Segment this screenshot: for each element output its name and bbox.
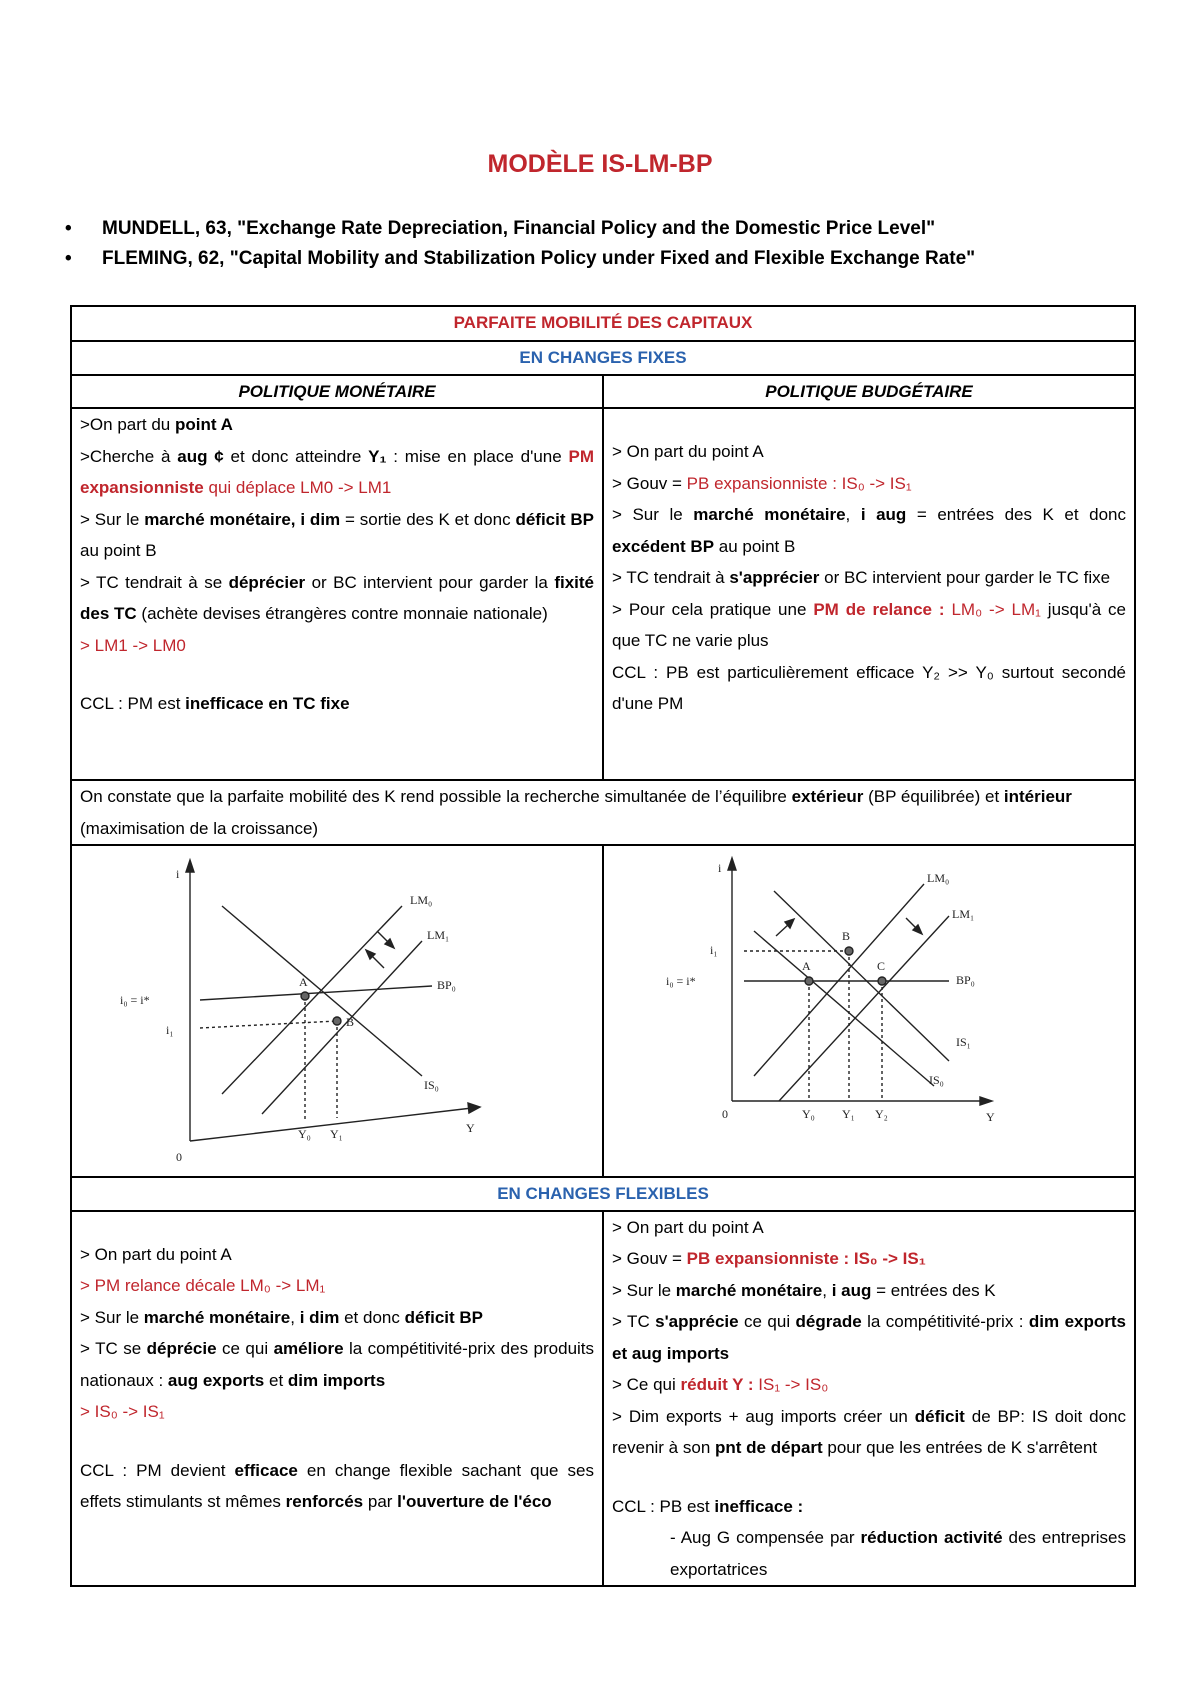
output-label: Y₀ (298, 1127, 311, 1141)
reference-list (62, 214, 1162, 274)
curve-label: IS₁ (956, 1035, 971, 1049)
conclusion-statement: On constate que la parfaite mobilité des K rend possible la recherche simultanée de l’équilibre extérieur (BP équilibrée) et intérieur (maximisation de la croissance) (71, 780, 1135, 845)
text-line: >Cherche à aug ¢ et donc atteindre Y₁ : mise en place d'une PM expansionniste qui déplace LM0 -> LM1 (80, 446, 594, 497)
reference-text: MUNDELL, 63, "Exchange Rate Depreciation, Financial Policy and the Domestic Price Level" (102, 218, 936, 239)
axis-label: Y (466, 1121, 475, 1135)
spacer (80, 1428, 594, 1455)
axis-label: Y (986, 1110, 995, 1124)
curve-label: LM₁ (427, 928, 450, 942)
curve-label: BP₀ (437, 978, 456, 992)
axis-label: i (718, 861, 722, 875)
text-line: > Gouv = PB expansionniste : IS₀ -> IS₁ (612, 473, 912, 493)
curve-label: BP₀ (956, 973, 975, 987)
conclusion: CCL : PM est inefficace en TC fixe (80, 694, 350, 713)
is0-curve (754, 931, 934, 1086)
text-line: > TC s'apprécie ce qui dégrade la compétitivité-prix : dim exports et aug imports (612, 1312, 1126, 1363)
text-line: > PM relance décale LM₀ -> LM₁ (80, 1276, 326, 1295)
equilibrium-point-b (333, 1017, 341, 1025)
budget-policy-header: POLITIQUE BUDGÉTAIRE (603, 375, 1135, 409)
equilibrium-point-a (805, 977, 813, 985)
page-title: MODÈLE IS-LM-BP (487, 150, 713, 178)
spacer (612, 409, 1126, 436)
text-line: >On part du point A (80, 415, 233, 434)
arrow-icon (980, 1097, 992, 1105)
point-label: C (877, 959, 886, 973)
fixed-monetary-cell (71, 408, 603, 780)
curve-label: LM₀ (927, 871, 950, 885)
point-label: A (299, 975, 308, 989)
curve-label: IS₀ (424, 1078, 439, 1092)
fixed-budget-cell (603, 408, 1135, 780)
output-label: Y₁ (842, 1107, 855, 1121)
output-label: Y₁ (330, 1127, 343, 1141)
lm1-curve (779, 916, 949, 1101)
text-line: > Sur le marché monétaire, i dim et donc déficit BP (80, 1307, 483, 1327)
curve-label: LM₁ (952, 907, 975, 921)
is0-curve (222, 906, 422, 1076)
bullet-icon: • (65, 218, 72, 239)
rate-label: i₁ (166, 1023, 174, 1037)
rate-label: i₁ (710, 943, 718, 957)
text-line: > TC se déprécie ce qui améliore la compétitivité-prix des produits nationaux : aug exports et dim imports (80, 1339, 595, 1390)
guide-line (200, 1021, 337, 1028)
origin-label: 0 (722, 1107, 728, 1121)
text-line: > TC tendrait à se déprécier or BC intervient pour garder la fixité des TC (achète devises étrangères contre monnaie nationale) (80, 572, 595, 623)
monetary-policy-graph (71, 845, 603, 1177)
islm-graph-right (604, 846, 1135, 1176)
text-line: > Sur le marché monétaire, i aug = entrées des K (612, 1280, 996, 1300)
equilibrium-point-a (301, 992, 309, 1000)
output-label: Y₂ (875, 1107, 888, 1121)
text-line: > Gouv = PB expansionniste : IS₀ -> IS₁ (612, 1249, 926, 1268)
conclusion: CCL : PM devient efficace en change flexible sachant que ses effets stimulants st mêmes renforcés par l'ouverture de l'éco (80, 1460, 594, 1511)
conclusion-item: - Aug G compensée par réduction activité des entreprises exportatrices (670, 1528, 1126, 1579)
text-line: > Pour cela pratique une PM de relance : LM₀ -> LM₁ jusqu'à ce que TC ne varie plus (612, 599, 1127, 650)
bullet-icon: • (65, 248, 72, 269)
reference-text: FLEMING, 62, "Capital Mobility and Stabilization Policy under Fixed and Flexible Exchange Rate" (102, 248, 976, 269)
flex-monetary-cell (71, 1211, 603, 1587)
text-line: > TC tendrait à s'apprécier or BC intervient pour garder le TC fixe (612, 568, 1111, 587)
bp0-curve (200, 986, 432, 1000)
text-line: > On part du point A (612, 1217, 764, 1237)
lm0-curve (754, 884, 924, 1076)
shift-arrow (776, 924, 789, 936)
text-line: > Sur le marché monétaire, i dim = sortie des K et donc déficit BP au point B (80, 509, 594, 560)
spacer (80, 1212, 594, 1239)
is1-curve (774, 891, 949, 1061)
fixed-rates-header: EN CHANGES FIXES (71, 341, 1135, 375)
monetary-policy-header: POLITIQUE MONÉTAIRE (71, 375, 603, 409)
text-line: > IS₀ -> IS₁ (80, 1402, 165, 1421)
point-label: B (842, 929, 851, 943)
axis-label: i (176, 867, 180, 881)
text-line: > On part du point A (80, 1244, 232, 1264)
curve-label: IS₀ (929, 1073, 944, 1087)
origin-label: 0 (176, 1150, 182, 1164)
lm0-curve (222, 906, 402, 1094)
arrow-icon (728, 858, 736, 870)
curve-label: LM₀ (410, 893, 433, 907)
budget-policy-graph (603, 845, 1135, 1177)
equilibrium-point-c (878, 977, 886, 985)
text-line: > Ce qui réduit Y : IS₁ -> IS₀ (612, 1375, 829, 1394)
equilibrium-point-b (845, 947, 853, 955)
islm-graph-left (72, 846, 603, 1176)
spacer (612, 1464, 1126, 1491)
arrow-icon (468, 1103, 480, 1113)
point-label: A (802, 959, 811, 973)
point-label: B (346, 1015, 355, 1029)
text-line: > On part du point A (612, 442, 764, 461)
spacer (80, 661, 594, 688)
table-main-header: PARFAITE MOBILITÉ DES CAPITAUX (71, 306, 1135, 341)
flex-budget-cell (603, 1211, 1135, 1587)
rate-label: i₀ = i* (120, 993, 150, 1007)
conclusion: CCL : PB est inefficace : (612, 1496, 804, 1516)
arrow-icon (186, 860, 194, 872)
output-label: Y₀ (802, 1107, 815, 1121)
rate-label: i₀ = i* (666, 974, 696, 988)
flexible-rates-header: EN CHANGES FLEXIBLES (71, 1177, 1135, 1211)
reference-item (62, 214, 1162, 244)
reference-item (62, 244, 1162, 274)
text-line: > Dim exports + aug imports créer un déficit de BP: IS doit donc revenir à son pnt de départ pour que les entrées de K s'arrêtent (612, 1406, 1126, 1457)
conclusion: CCL : PB est particulièrement efficace Y₂ >> Y₀ surtout secondé d'une PM (612, 662, 1126, 713)
capital-mobility-table (70, 305, 1136, 1587)
text-line: > LM1 -> LM0 (80, 635, 186, 655)
text-line: > Sur le marché monétaire, i aug = entrées des K et donc excédent BP au point B (612, 505, 1127, 556)
